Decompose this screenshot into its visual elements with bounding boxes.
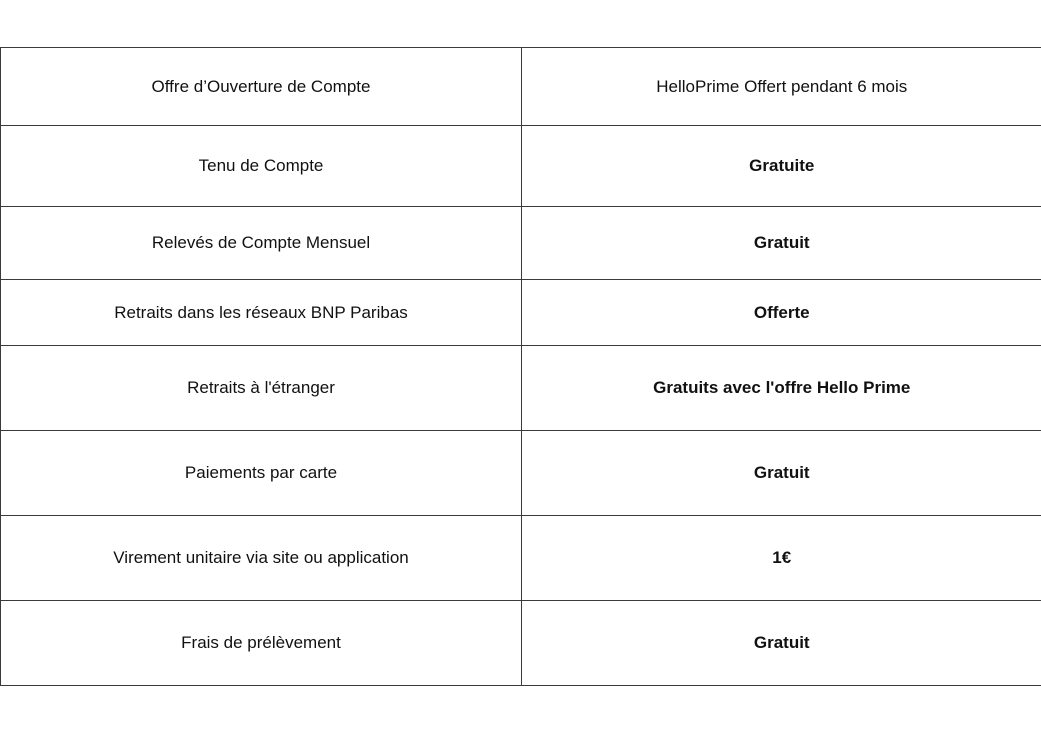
table-row <box>1 126 1041 207</box>
row-label: Relevés de Compte Mensuel <box>1 207 522 280</box>
row-value: 1€ <box>522 516 1041 601</box>
row-label: Frais de prélèvement <box>1 601 522 686</box>
table-row <box>1 516 1041 601</box>
table-row <box>1 48 1041 126</box>
table-row <box>1 346 1041 431</box>
row-value: HelloPrime Offert pendant 6 mois <box>522 48 1041 126</box>
table-row <box>1 207 1041 280</box>
row-label: Retraits dans les réseaux BNP Paribas <box>1 280 522 346</box>
row-value: Gratuit <box>522 207 1041 280</box>
table-row <box>1 280 1041 346</box>
table-row <box>1 601 1041 686</box>
row-value: Gratuit <box>522 431 1041 516</box>
table-row <box>1 431 1041 516</box>
row-label: Offre d’Ouverture de Compte <box>1 48 522 126</box>
row-value: Gratuit <box>522 601 1041 686</box>
row-value: Offerte <box>522 280 1041 346</box>
fees-table <box>0 47 1041 686</box>
row-label: Virement unitaire via site ou application <box>1 516 522 601</box>
row-label: Tenu de Compte <box>1 126 522 207</box>
row-value: Gratuits avec l'offre Hello Prime <box>522 346 1041 431</box>
row-label: Paiements par carte <box>1 431 522 516</box>
row-value: Gratuite <box>522 126 1041 207</box>
row-label: Retraits à l'étranger <box>1 346 522 431</box>
